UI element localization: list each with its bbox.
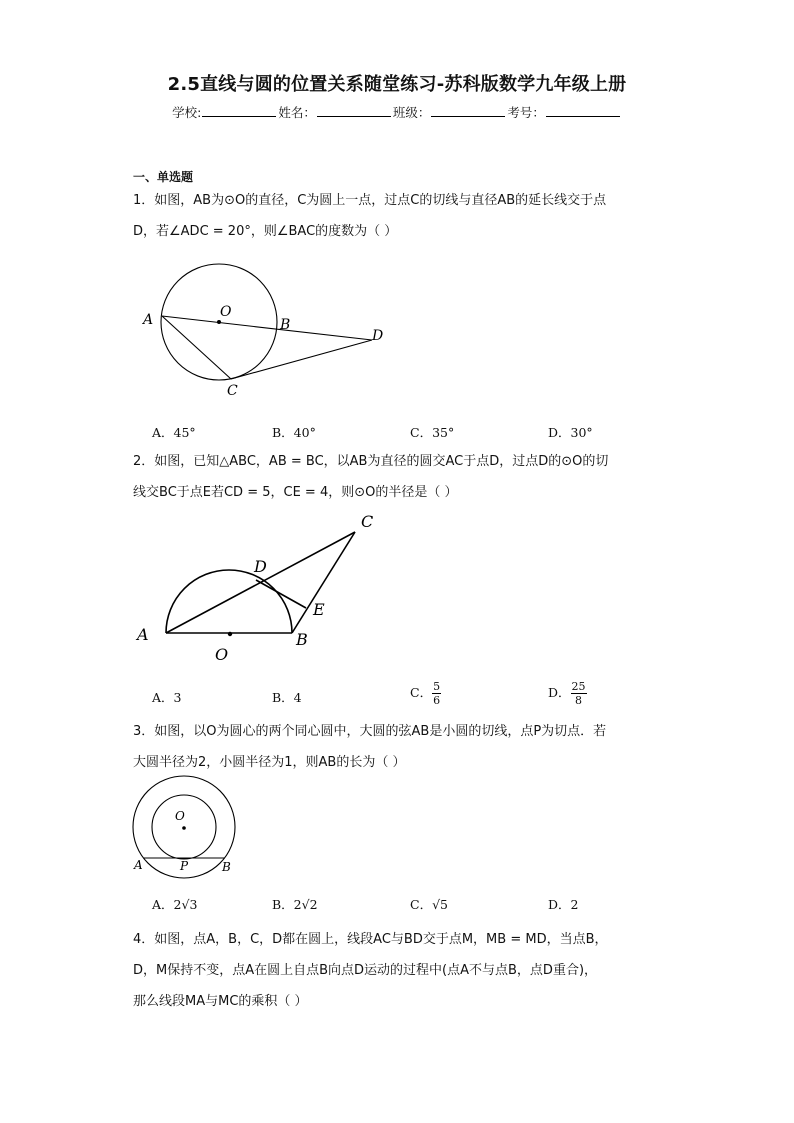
q1-label-d: D [372,328,384,344]
q2-option-c-label: C． [410,685,433,700]
exam-number-label: 考号： [507,105,545,120]
q1-label-c: C [227,383,238,399]
q2-d-denominator: 8 [575,694,583,707]
question-4-line-2: D，M保持不变，点A在圆上自点B向点D运动的过程中(点A不与点B，点D重合)， [133,963,598,978]
q3-label-o: O [175,809,185,823]
q2-label-a: A [137,625,149,644]
q3-label-p: P [180,859,189,873]
q2-option-a[interactable]: A．3 [152,690,182,705]
question-4-line-3: 那么线段MA与MC的乘积（ ） [133,994,308,1009]
q2-option-d-label: D． [548,685,571,700]
question-3-line-1: 3．如图，以O为圆心的两个同心圆中，大圆的弦AB是小圆的切线，点P为切点．若 [133,724,607,739]
q3-label-b: B [222,860,231,874]
q2-c-denominator: 6 [433,694,441,707]
q3-option-a[interactable]: A．2√3 [152,897,198,912]
q3-option-b[interactable]: B．2√2 [272,897,318,912]
question-3-line-2: 大圆半径为2，小圆半径为1，则AB的长为（ ） [133,755,406,770]
document-title: 2.5直线与圆的位置关系随堂练习-苏科版数学九年级上册 [167,74,627,95]
q1-option-a[interactable]: A．45° [152,425,196,440]
q1-option-d[interactable]: D．30° [548,425,593,440]
q2-label-o: O [215,645,229,664]
q1-label-a: A [143,312,154,328]
q3-center-dot [182,826,186,830]
section-heading: 一、单选题 [133,170,194,184]
question-2-line-2: 线交BC于点E若CD = 5，CE = 4，则⊙O的半径是（ ） [133,485,458,500]
q1-option-c[interactable]: C．35° [410,425,455,440]
question-4 [133,924,673,1017]
q2-label-e: E [313,600,325,619]
q3-option-d[interactable]: D．2 [548,897,579,912]
q1-option-b[interactable]: B．40° [272,425,316,440]
question-2-line-1: 2．如图，已知△ABC，AB = BC，以AB为直径的圆交AC于点D，过点D的⊙O的切 [133,454,609,469]
name-label: 姓名： [278,105,316,120]
class-label: 班级： [392,105,431,120]
q2-option-b[interactable]: B．4 [272,690,302,705]
question-1-line-1: 1．如图，AB为⊙O的直径，C为圆上一点，过点C的切线与直径AB的延长线交于点 [133,193,607,208]
q2-d-numerator: 25 [571,680,586,693]
school-label: 学校: [172,105,202,120]
q1-label-b: B [280,317,291,333]
q1-label-o: O [220,304,232,320]
q2-c-numerator: 5 [433,680,441,693]
q2-label-b: B [296,630,308,649]
question-4-line-1: 4．如图，点A，B，C，D都在圆上，线段AC与BD交于点M，MB = MD，当点B， [133,932,608,947]
q3-option-c[interactable]: C．√5 [410,897,448,912]
q2-label-d: D [254,557,267,576]
question-1-line-2: D，若∠ADC = 20°，则∠BAC的度数为（ ） [133,224,398,239]
q3-label-a: A [134,858,143,872]
q2-label-c: C [361,512,374,531]
